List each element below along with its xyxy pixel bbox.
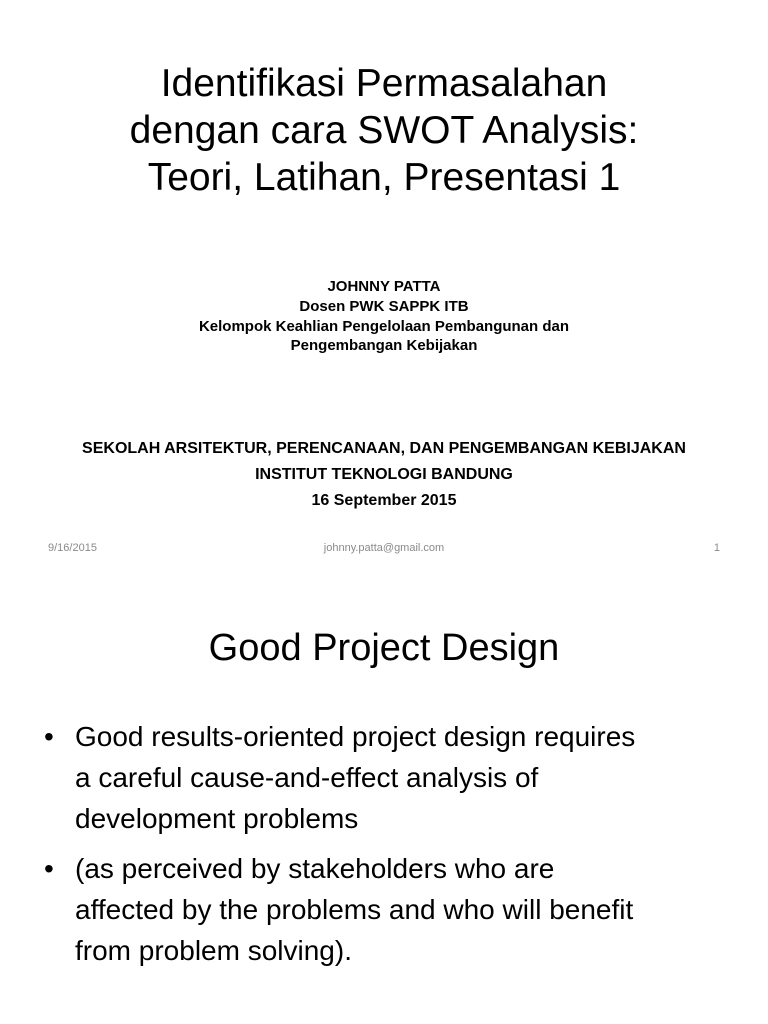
author-group-line: Pengembangan Kebijakan — [290, 337, 478, 354]
bullet-icon: • — [44, 721, 54, 752]
slide-2 — [0, 576, 768, 1024]
institution-name: INSTITUT TEKNOLOGI BANDUNG — [255, 466, 513, 483]
presentation-date: 16 September 2015 — [311, 492, 457, 509]
bullet-list — [40, 716, 740, 980]
title-line: Teori, Latihan, Presentasi 1 — [147, 156, 621, 199]
bullet-line: (as perceived by stakeholders who are — [75, 853, 555, 884]
bullet-line: a careful cause-and-effect analysis of — [75, 762, 539, 793]
bullet-item — [40, 716, 740, 839]
title-line: Identifikasi Permasalahan — [160, 62, 608, 105]
bullet-line: affected by the problems and who will benefit — [75, 894, 634, 925]
slide-1-title — [40, 60, 728, 201]
bullet-icon: • — [44, 853, 54, 884]
footer-date: 9/16/2015 — [48, 542, 97, 554]
title-line: dengan cara SWOT Analysis: — [129, 109, 639, 152]
bullet-line: development problems — [75, 803, 359, 834]
institution-block — [30, 436, 738, 514]
author-group-line: Kelompok Keahlian Pengelolaan Pembangunan dan — [198, 318, 570, 335]
bullet-line: Good results-oriented project design requires — [75, 721, 636, 752]
footer-page-number: 1 — [713, 542, 720, 554]
author-block — [60, 277, 708, 355]
bullet-item — [40, 848, 740, 971]
author-position: Dosen PWK SAPPK ITB — [299, 298, 469, 315]
institution-school: SEKOLAH ARSITEKTUR, PERENCANAAN, DAN PENGEMBANGAN KEBIJAKAN — [82, 440, 686, 457]
author-name: JOHNNY PATTA — [327, 278, 441, 295]
bullet-line: from problem solving). — [75, 935, 352, 966]
slide-2-title: Good Project Design — [208, 627, 560, 669]
footer-email: johnny.patta@gmail.com — [323, 542, 445, 554]
